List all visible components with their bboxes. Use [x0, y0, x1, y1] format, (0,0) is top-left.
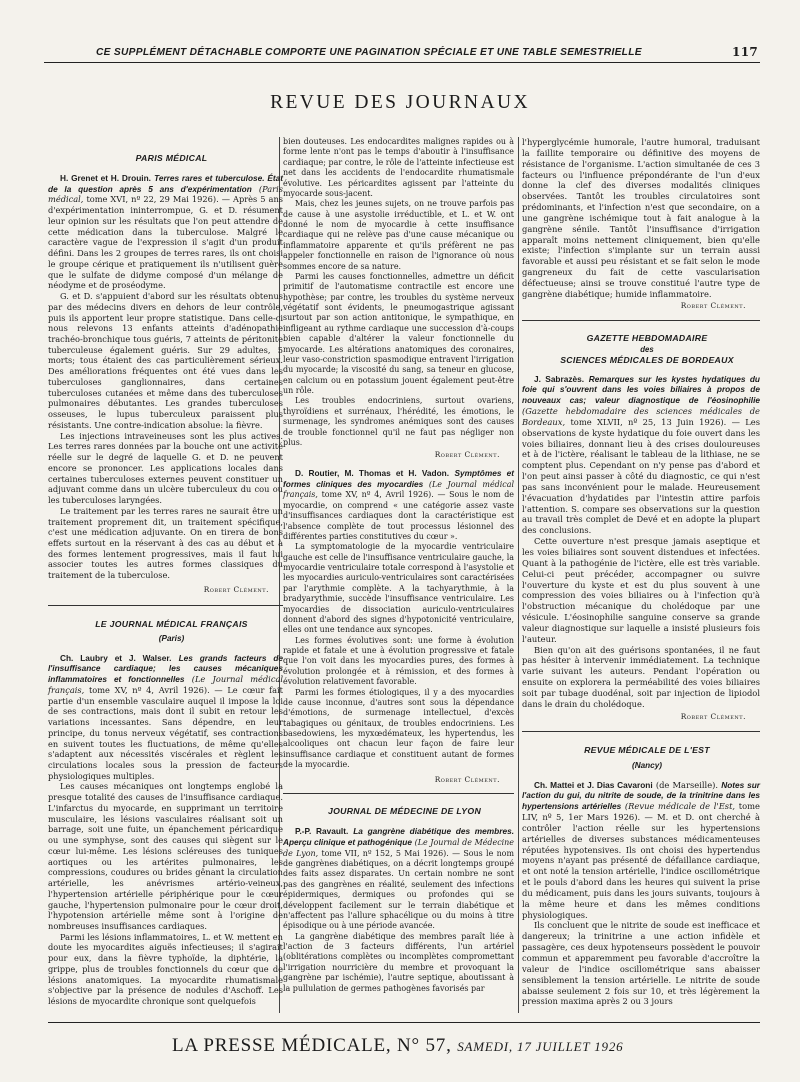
article-paragraph — [48, 173, 283, 291]
section-subtitle: des — [640, 344, 654, 354]
section-title: REVUE MÉDICALE DE L'EST — [584, 744, 710, 755]
article-paragraph: Parmi les formes étiologiques, il y a des myocardies de cause inconnue, d'autres sont sous la dépendance d'émotions, de surmenage intellectuel, d'excès tabagiques ou génitaux, de troubles endocriniens. Les basedowiens, les myxœdémateux, les hypertendus, les alcooliques ont chacun leur façon de faire leur insuffisance cardiaque et constituent autant de formes de la myocardie. — [283, 687, 514, 770]
article-text: tome XV, nº 4, Avril 1926). — Le cœur fait partie d'un ensemble vasculaire auquel il impose la loi de ses contractions, mais dont il subit en retour les variations incessantes. Sans dépendre, en leur principe, du tonus nerveux végétatif, ses contractions en suivent toutes les fluctuations, de même qu'elles s'adaptent aux nécessités viscérales et règlent les circulations locales sous la pression de facteurs physiologiques multiples. — [48, 684, 283, 781]
article-source: (Paris médical, — [48, 183, 283, 205]
article-paragraph — [283, 826, 514, 932]
article-paragraph: Les injections intraveineuses sont les plus actives. Les terres rares données par la bouche ont une activité réelle sur le degré de laquelle G. et D. ne peuvent encore se prononcer. Les applications locales dans certaines tuberculoses externes peuvent constituer un adjuvant comme dans un ulcère tuberculeux du cou ou les tuberculoses laryngées. — [48, 430, 283, 506]
header-text: CE SUPPLÉMENT DÉTACHABLE COMPORTE UNE PAGINATION SPÉCIALE ET UNE TABLE SEMESTRIELLE — [96, 47, 642, 58]
signature: Robert Clément. — [680, 711, 746, 721]
article-text: tome XVI, nº 22, 29 Mai 1926). — Après 5 ans d'expérimentation ininterrompue, G. et D. résument leur opinion sur les résultats que l'on peut attendre de cette médication dans la tuberculose. Malgré le caractère vague de l'expression il s'agit d'un produit défini. Dans les 2 groupes de terres rares, ils ont choisi le groupe cérique et pratiquement ils n'utilisent guère que le sulfate de didyme composé d'un mélange de néodyme et de proséodyme. — [48, 194, 283, 291]
section-title: PARIS MÉDICAL — [135, 153, 208, 163]
article-title: Terres rares et tuberculose. État de la question après 5 ans d'expérimentation — [48, 173, 284, 194]
article-title: Remarques sur les kystes hydatiques du foie qui s'ouvrent dans les voies biliaires à propos de nouveaux cas; valeur diagnostique de l'éosinophilie — [522, 373, 760, 406]
article-affiliation: (de Marseille). — [655, 779, 719, 790]
footer-date: SAMEDI, 17 JUILLET 1926 — [457, 1039, 624, 1054]
article-paragraph: Bien qu'on ait des guérisons spontanées, il ne faut pas hésiter à intervenir immédiatement. La technique varie suivant les auteurs. Pendant l'opération ou ensuite on explorera la perméabilité des voies biliaires soit par tubage duodénal, soit par injection de lipiodol dans le drain du cholédoque. — [522, 644, 760, 709]
section-title: GAZETTE HEBDOMADAIRE — [586, 332, 708, 343]
article-paragraph: G. et D. s'appuient d'abord sur les résultats obtenus par des médecins divers en dehors de leur contrôle, puis ils apportent leur propre statistique. Dans celle-ci nous relevons 13 enfants atteints d'adénopathie trachéo-bronchique tous guéris, 7 atteints de péritonite tuberculeuse également guéris. Sur 29 adultes, 5 morts; tous étaient des cas particulièrement sérieux. Des améliorations fréquentes ont été vues dans les tuberculoses ganglionnaires, dans certaines tuberculoses cutanées et même dans des tuberculoses pulmonaires débutantes. Les grandes tuberculoses osseuses, le lupus tuberculeux paraissent plus résistants. Une contre-indication absolue: la fièvre. — [48, 291, 283, 430]
article-paragraph: Parmi les causes fonctionnelles, admettre un déficit primitif de l'automatisme contractile est encore une hypothèse; par contre, les troubles du système nerveux végétatif sont évidents, le pneumogastrique agissant surtout par son action antitonique, le sympathique, en infligeant au rythme cardiaque une succession d'à-coups bien capable d'altérer la valeur fonctionnelle du myocarde. Les altérations anatomiques des coronaires, leur vaso-constriction spasmodique entravent l'irrigation du myocarde; la viscosité du sang, sa teneur en glucose, en calcium ou en potassium jouent également peut-être un rôle. — [283, 271, 514, 395]
article-paragraph: l'hyperglycémie humorale, l'autre humoral, traduisant la faillite temporaire ou définitive des moyens de résistance de l'organisme. L'action simultanée de ces 3 facteurs ou l'influence prépondérante de l'un d'eux donne la clef des diverses modalités cliniques observées. Tantôt les troubles circulatoires sont prédominants, et l'infection n'est que secondaire, on a une gangrène ischémique tout à fait analogue à la gangrène sénile. Tantôt l'insuffisance d'irrigation apparaît moins nettement cliniquement, bien qu'elle existe; l'infection s'implante sur un terrain aussi favorable et aussi peu résistant et se fait selon le mode gangreneux du fait de cette vascularisation défectueuse; ainsi se trouve constitué l'autre type de gangrène diabétique; humide inflammatoire. — [522, 137, 760, 299]
section-separator — [48, 605, 283, 606]
article-author: J. Sabrazès. — [534, 373, 585, 384]
article-source: (Revue médicale de l'Est, — [624, 801, 736, 812]
section-separator — [283, 793, 514, 794]
header-rule — [44, 62, 760, 63]
section-title: JOURNAL DE MÉDECINE DE LYON — [327, 805, 482, 816]
page-footer — [48, 1022, 760, 1056]
article-paragraph: La gangrène diabétique des membres paraît liée à l'action de 3 facteurs différents, l'un artériel (oblitérations complètes ou incomplètes compromettant l'irrigation nourricière du membre et provoquant la gangrène par ischémie), l'autre septique, aboutissant à la pullulation de germes pathogènes favorisés par — [283, 931, 514, 993]
article-title: La gangrène diabétique des membres. Aperçu clinique et pathogénique — [283, 825, 514, 848]
column-3 — [522, 137, 760, 1007]
article-text: tome VII, nº 152, 5 Mai 1926). — Sous le nom de gangrènes diabétiques, on a décrit longtemps groupé des faits assez disparates. Un certain nombre ne sont pas des gangrènes en réalité, seulement des infections épidermiques, dermiques ou profondes qui se développent facilement sur le terrain diabétique et n'affectent pas l'allure sphacélique ou du moins à titre épisodique ou à une période avancée. — [283, 848, 514, 931]
article-paragraph: Mais, chez les jeunes sujets, on ne trouve parfois pas de cause à une asystolie irréductible, et L. et W. ont donné le nom de myocardie à cette insuffisance cardiaque qui ne relève pas d'une cause mécanique ou inflammatoire apparente et qu'ils préfèrent ne pas appeler fonctionnelle en raison de l'ignorance où nous sommes encore de sa nature. — [283, 199, 514, 271]
article-source: (Gazette hebdomadaire des sciences médicales de Bordeaux, — [522, 406, 760, 427]
article-paragraph: Le traitement par les terres rares ne saurait être un traitement proprement dit, un traitement spécifique, c'est une médication adjuvante. On en tirera de bons effets surtout en la réservant à des cas au début et à des formes lentement progressives, mais il faut lui associer toutes les autres formes classiques du traitement de la tuberculose. — [48, 505, 283, 581]
article-title: Symptômes et formes cliniques des myocardies — [283, 467, 515, 489]
page-title: REVUE DES JOURNAUX — [270, 92, 530, 113]
section-title: SCIENCES MÉDICALES DE BORDEAUX — [560, 354, 734, 365]
column-1 — [48, 137, 283, 1007]
footer-journal: LA PRESSE MÉDICALE, N° 57, — [172, 1035, 452, 1056]
footer-text — [172, 1035, 623, 1057]
column-2 — [283, 137, 514, 994]
article-title: Les grands facteurs de l'insuffisance cardiaque; les causes mécaniques inflammatoires et fonctionnelles — [48, 652, 284, 685]
article-paragraph: Ils concluent que le nitrite de soude est inefficace et dangereux; la trinitrine a une action infidèle et passagère, ces deux hypotenseurs possèdent le pouvoir commun et apparemment peu favorable d'accroître la valeur de l'indice oscillométrique sans abaisser sensiblement la tension artérielle. Le nitrite de soude abaisse seulement 2 fois sur 10, et très légèrement la pression maxima après 2 ou 3 jours — [522, 920, 760, 1007]
article-paragraph — [48, 653, 283, 782]
signature: Robert Clément. — [203, 584, 269, 594]
article-paragraph: Les causes mécaniques ont longtemps englobé la presque totalité des causes de l'insuffisance cardiaque. L'infarctus du myocarde, en supprimant un territoire musculaire, les lésions vasculaires réalisant soit un barrage, soit une fuite, un épanchement péricardique ou une symphyse, sont des causes qui siègent sur le cœur lui-même. Les lésions scléreuses des tuniques aortiques ou les artérites pulmonaires, les compressions, coudures ou brides gênant la circulation artérielle, les anévrismes artério-veineux, l'hypertension artérielle périphérique pour le cœur gauche, l'hypertension pulmonaire pour le cœur droit, l'hypotension artérielle même sont à l'origine de nombreuses insuffisances cardiaques. — [48, 781, 283, 931]
running-header — [44, 40, 760, 62]
article-title: Notes sur l'action du gui, du nitrite de soude, de la trinitrine dans les hypertensions artérielles — [522, 779, 760, 812]
article-author: H. Grenet et H. Drouin. — [60, 173, 151, 183]
column-divider — [518, 137, 519, 1013]
section-separator — [522, 731, 760, 732]
article-author: D. Routier, M. Thomas et H. Vadon. — [295, 467, 450, 478]
article-paragraph: Les troubles endocriniens, surtout ovariens, thyroïdiens et surrénaux, l'hérédité, les émotions, le surmenage, les syndromes anémiques sont des causes de trouble fonctionnel qu'il ne faut pas négliger non plus. — [283, 396, 514, 447]
article-text: tome LIV, nº 5, 1er Mars 1926). — M. et D. ont cherché à contrôler l'action réelle sur les hypertensions artérielles de diverses substances médicamenteuses réputées hypotensives. Ils ont choisi des hypertendus moyens n'ayant pas présenté de défaillance cardiaque, et ont noté la tension artérielle, l'indice oscillométrique et le pouls d'abord dans les heures qui suivent la prise du médicament, puis dans les jours suivants, toujours à la même heure et dans les mêmes conditions physiologiques. — [522, 801, 760, 920]
article-author: Ch. Mattei et J. Dias Cavaroni — [534, 779, 653, 790]
article-text: tome XLVII, nº 25, 13 Juin 1926). — Les observations de kyste hydatique du foie ouvert dans les voies biliaires, donnant lieu à des crises douloureuses et à de l'ictère, réalisant le tableau de la lithiase, ne se comptent plus. Cependant on n'y pense pas d'abord et l'on peut ainsi passer à côté du diagnostic, ce qui n'est pas sans inconvénient pour le malade. Heureusement l'évacuation d'hydatides par l'intestin attire parfois l'attention. S. compare ses observations sur la question au travail très complet de Devé et en adopte la plupart des conclusions. — [522, 416, 760, 536]
signature: Robert Clément. — [434, 774, 500, 784]
article-source: (Le Journal médical français, — [48, 674, 284, 695]
article-paragraph: bien douteuses. Les endocardites malignes rapides ou à forme lente n'ont pas le temps d'aboutir à l'insuffisance cardiaque; par contre, le rôle de l'atteinte infectieuse est net dans les accidents de l'endocardite rhumatismale évolutive. Les péricardites agissent par l'atteinte du myocarde sous-jacent. — [283, 137, 514, 198]
article-paragraph — [522, 374, 760, 537]
section-subtitle: (Nancy) — [631, 760, 663, 770]
section-title: LE JOURNAL MÉDICAL FRANÇAIS — [95, 618, 248, 629]
article-paragraph — [522, 780, 760, 921]
article-text: tome XV, nº 4, Avril 1926). — Sous le nom de myocardie, on comprend « une catégorie assez vaste d'insuffisances cardiaques dont la caractéristique est l'absence complète de tout processus lésionnel des différentes parties constitutives du cœur ». — [283, 490, 514, 541]
article-author: P.-P. Ravault. — [295, 825, 349, 836]
article-source: (Le Journal médical français, — [283, 480, 514, 500]
article-paragraph: Les formes évolutives sont: une forme à évolution rapide et fatale et une à évolution progressive et fatale que l'on voit dans les myocardies pures, des formes à évolution prolongée et à rémission, et des formes à évolution relativement favorable. — [283, 635, 514, 687]
article-paragraph: Cette ouverture n'est presque jamais aseptique et les voies biliaires sont souvent distendues et infectées. Quant à la pathogénie de l'ictère, elle est très variable. Celui-ci peut précéder, accompagner ou suivre l'ouverture du kyste et est du plus souvent à une compression des voies biliaires ou à l'infection qu'à l'obstruction mécanique du cholédoque par une vésicule. L'éosinophilie sanguine conserve sa grande valeur diagnostique sur laquelle a insisté plusieurs fois l'auteur. — [522, 536, 760, 644]
signature: Robert Clément. — [680, 300, 746, 310]
article-paragraph: La symptomatologie de la myocardie ventriculaire gauche est celle de l'insuffisance ventriculaire gauche, la myocardie ventriculaire totale correspond à l'asystolie et les myocardies auriculo-ventriculaires sont caractérisées par l'arythmie complète. A la tachyarythmie, à la bradyarythmie, succède l'insuffisance ventriculaire. Les myocardies de dissociation auriculo-ventriculaires donnent d'abord des signes d'hypotonicité ventriculaire, elles ont une tendance aux syncopes. — [283, 542, 514, 635]
section-subtitle: (Paris) — [158, 633, 185, 643]
page-number: 117 — [732, 45, 758, 59]
article-author: Ch. Laubry et J. Walser. — [60, 652, 172, 663]
section-separator — [522, 320, 760, 321]
article-source: (Le Journal de Médecine de Lyon, — [283, 838, 514, 858]
signature: Robert Clément. — [434, 450, 500, 460]
article-paragraph: Parmi les lésions inflammatoires, L. et W. mettent en doute les myocardites aiguës infectieuses; il s'agirait pour eux, dans la fièvre typhoïde, la diphtérie, la grippe, plus de troubles fonctionnels du cœur que de lésions anatomiques. La myocardite rhumatismale s'objective par la présence de nodules d'Aschoff. Les lésions de myocardite chronique sont quelquefois — [48, 931, 283, 1007]
article-paragraph — [283, 468, 514, 543]
